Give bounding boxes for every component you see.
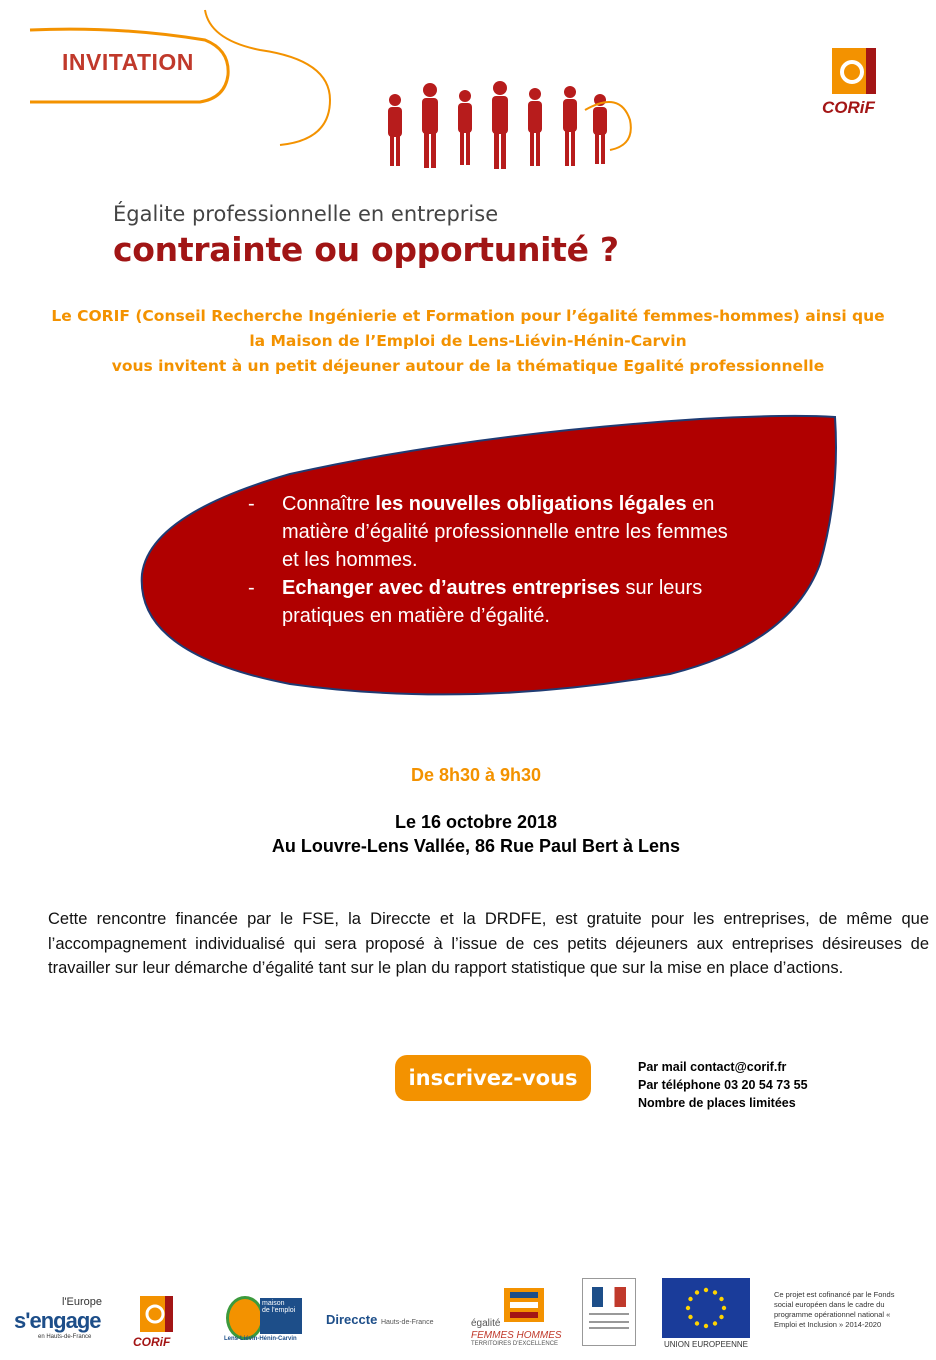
- invitation-label: INVITATION: [62, 49, 194, 75]
- event-time: De 8h30 à 9h30: [410, 765, 542, 785]
- french-flag-icon: [592, 1287, 626, 1307]
- contact-mail: Par mail contact@corif.fr: [638, 1060, 787, 1074]
- register-button[interactable]: inscrivez-vous: [395, 1055, 591, 1101]
- logo-text: l'Europe: [62, 1296, 103, 1308]
- list-dash: -: [248, 577, 255, 599]
- europe-engage-logo: [14, 1296, 104, 1340]
- objectives-list: [248, 490, 748, 630]
- intro-line: vous invitent à un petit déjeuner autour de la thématique Egalité professionnelle: [111, 357, 825, 375]
- objective-text: Connaître: [282, 493, 376, 515]
- logo-text: FEMMES HOMMES: [471, 1330, 562, 1341]
- objective-emphasis: Echanger avec d’autres entreprises: [282, 577, 620, 599]
- corif-logo-label: CORiF: [822, 98, 875, 117]
- event-headline: contrainte ou opportunité ?: [113, 230, 619, 269]
- list-item: [248, 490, 748, 574]
- event-place: Au Louvre-Lens Vallée, 86 Rue Paul Bert à Lens: [271, 836, 681, 856]
- objective-emphasis: les nouvelles obligations légales: [375, 493, 687, 515]
- logo-text: égalité: [471, 1318, 501, 1329]
- contact-phone: Par téléphone 03 20 54 73 55: [638, 1078, 808, 1092]
- event-date: Le 16 octobre 2018: [394, 812, 558, 832]
- contact-info: [638, 1058, 808, 1112]
- people-illustration-icon: [350, 70, 650, 185]
- list-item: [248, 574, 748, 630]
- logo-text: maison: [262, 1300, 285, 1307]
- objective-text: sur leurs pratiques en matière d’égalité.: [282, 577, 703, 627]
- event-subtitle: Égalite professionnelle en entreprise: [113, 202, 499, 226]
- eu-flag-icon: [662, 1278, 750, 1338]
- direccte-logo: [326, 1312, 433, 1327]
- maison-caption: Lens-Liévin-Hénin-Carvin: [224, 1336, 297, 1342]
- prefet-region-logo: [582, 1278, 636, 1346]
- union-europeenne-label: UNION EUROPEENNE: [664, 1340, 749, 1349]
- fse-cofinancing-note: Ce projet est cofinancé par le Fonds social européen dans le cadre du programme opérationnel national « Emploi et Inclusion » 2014-2020: [774, 1290, 895, 1329]
- objective-text: en matière d’égalité professionnelle entre les femmes et les hommes.: [282, 493, 728, 571]
- intro-line: Le CORIF (Conseil Recherche Ingénierie et Formation pour l’égalité femmes-hommes) ainsi que: [51, 307, 885, 325]
- funding-paragraph: Cette rencontre financée par le FSE, la Direccte et la DRDFE, est gratuite pour les entreprises, de même que l’accompagnement individualisé qui sera proposé à l’issue de ces petits déjeuners aux entreprises désireuses de travailler sur leur démarche d’égalité tant sur le plan du rapport statistique que sur la mise en place d’actions.: [48, 910, 929, 977]
- list-dash: -: [248, 493, 255, 515]
- logo-text: de l'emploi: [262, 1307, 296, 1314]
- intro-text: [0, 304, 936, 379]
- places-note: Nombre de places limitées: [638, 1096, 796, 1110]
- logo-text: Direccte: [326, 1312, 378, 1327]
- logo-text: en Hauts-de-France: [38, 1334, 92, 1340]
- corif-footer-label: CORiF: [133, 1335, 171, 1349]
- maison-icon: [226, 1296, 264, 1340]
- intro-line: la Maison de l’Emploi de Lens-Liévin-Hénin-Carvin: [249, 332, 687, 350]
- logo-text: TERRITOIRES D'EXCELLENCE: [471, 1341, 559, 1347]
- logo-text: Hauts-de-France: [380, 1319, 434, 1326]
- logo-text: s'engage: [14, 1308, 101, 1333]
